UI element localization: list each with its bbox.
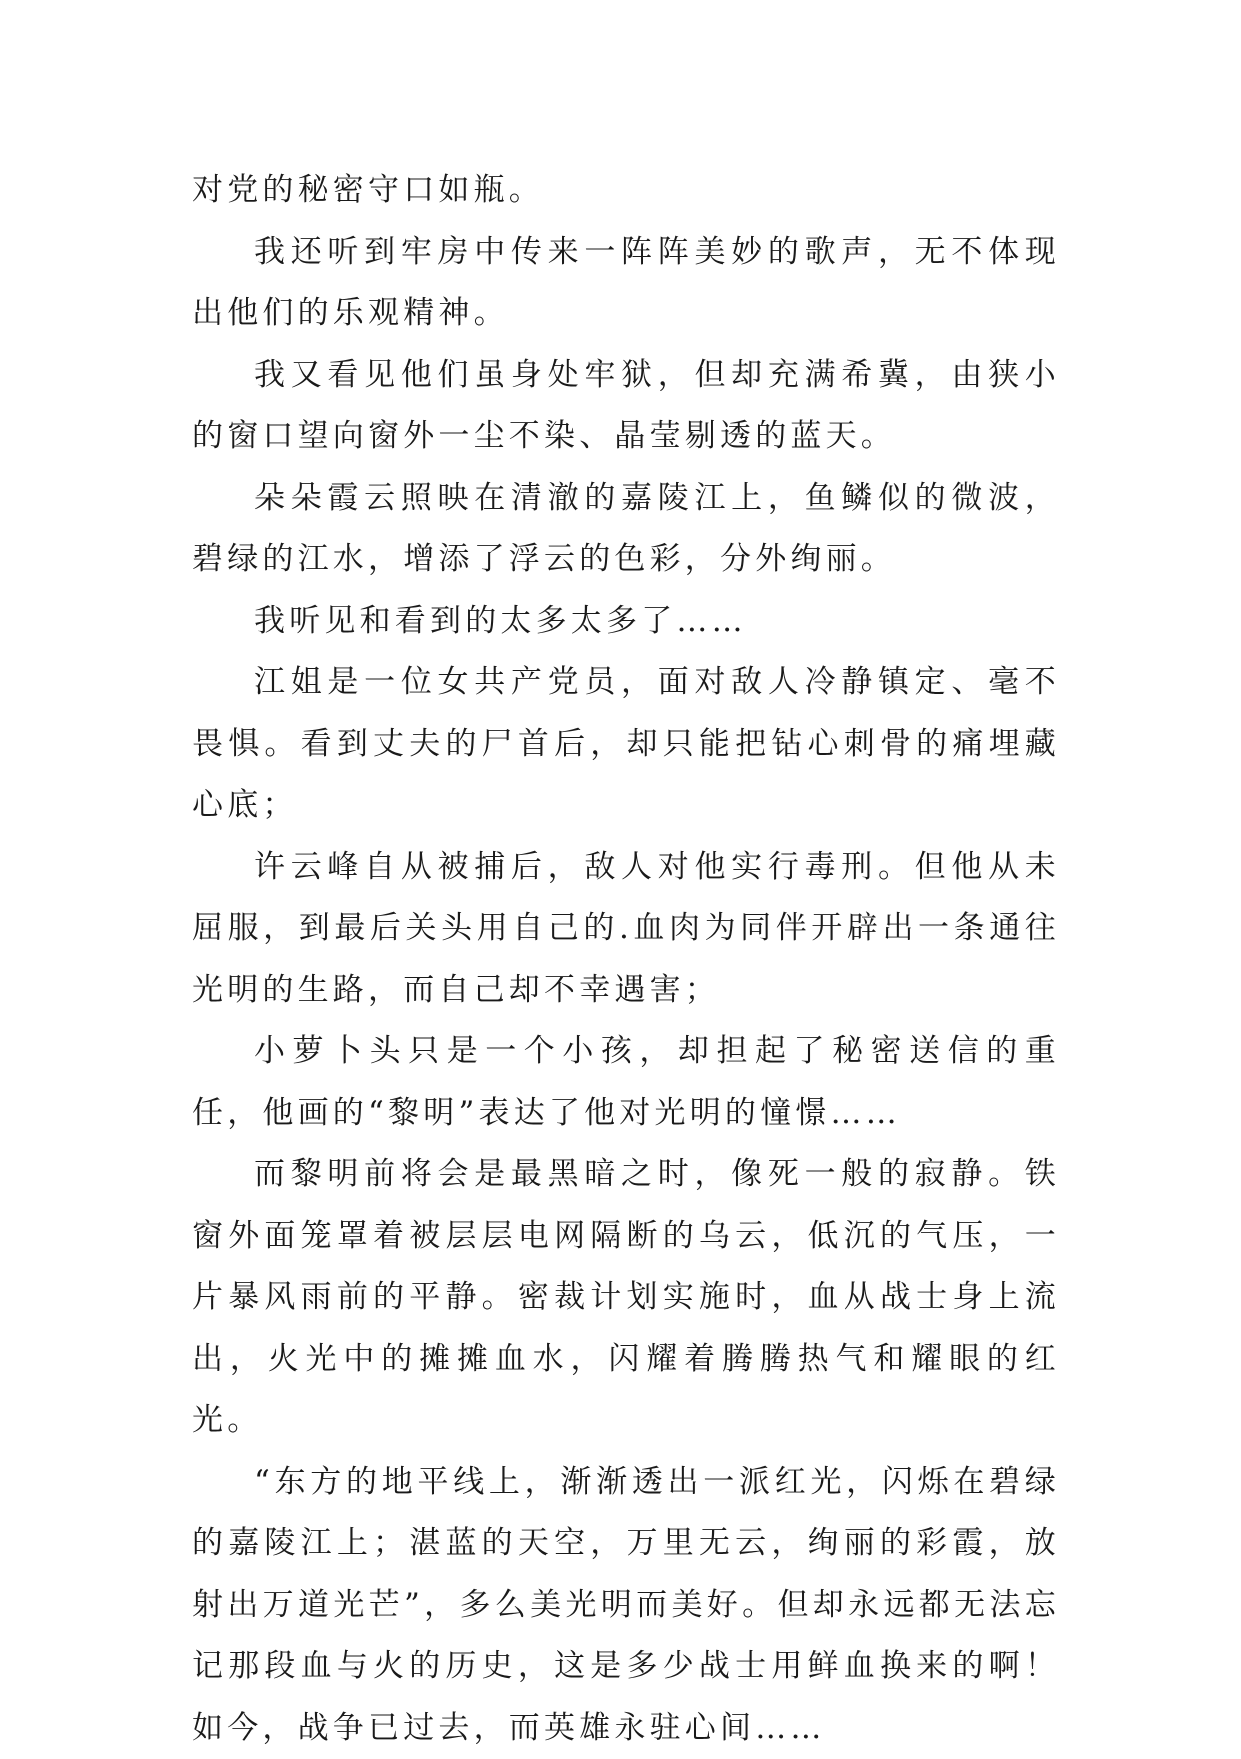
paragraph: 我又看见他们虽身处牢狱，但却充满希冀，由狭小的窗口望向窗外一尘不染、晶莹剔透的蓝天。 [192, 345, 1060, 468]
paragraph: “东方的地平线上，渐渐透出一派红光，闪烁在碧绿的嘉陵江上；湛蓝的天空，万里无云，绚丽的彩霞，放射出万道光芒”，多么美光明而美好。但却永远都无法忘记那段血与火的历史，这是多少战士用鲜血换来的啊！如今，战争已过去，而英雄永驻心间…… [192, 1452, 1060, 1759]
paragraph: 对党的秘密守口如瓶。 [192, 160, 1060, 222]
document-body [192, 160, 1060, 1759]
paragraph: 我还听到牢房中传来一阵阵美妙的歌声，无不体现出他们的乐观精神。 [192, 222, 1060, 345]
paragraph: 而黎明前将会是最黑暗之时，像死一般的寂静。铁窗外面笼罩着被层层电网隔断的乌云，低沉的气压，一片暴风雨前的平静。密裁计划实施时，血从战士身上流出，火光中的摊摊血水，闪耀着腾腾热气和耀眼的红光。 [192, 1144, 1060, 1452]
paragraph: 朵朵霞云照映在清澈的嘉陵江上，鱼鳞似的微波，碧绿的江水，增添了浮云的色彩，分外绚丽。 [192, 468, 1060, 591]
paragraph: 我听见和看到的太多太多了…… [192, 591, 1060, 653]
paragraph: 江姐是一位女共产党员，面对敌人冷静镇定、毫不畏惧。看到丈夫的尸首后，却只能把钻心刺骨的痛埋藏心底； [192, 652, 1060, 837]
paragraph: 小萝卜头只是一个小孩，却担起了秘密送信的重任，他画的“黎明”表达了他对光明的憧憬…… [192, 1021, 1060, 1144]
paragraph: 许云峰自从被捕后，敌人对他实行毒刑。但他从未屈服，到最后关头用自己的.血肉为同伴开辟出一条通往光明的生路，而自己却不幸遇害； [192, 837, 1060, 1022]
